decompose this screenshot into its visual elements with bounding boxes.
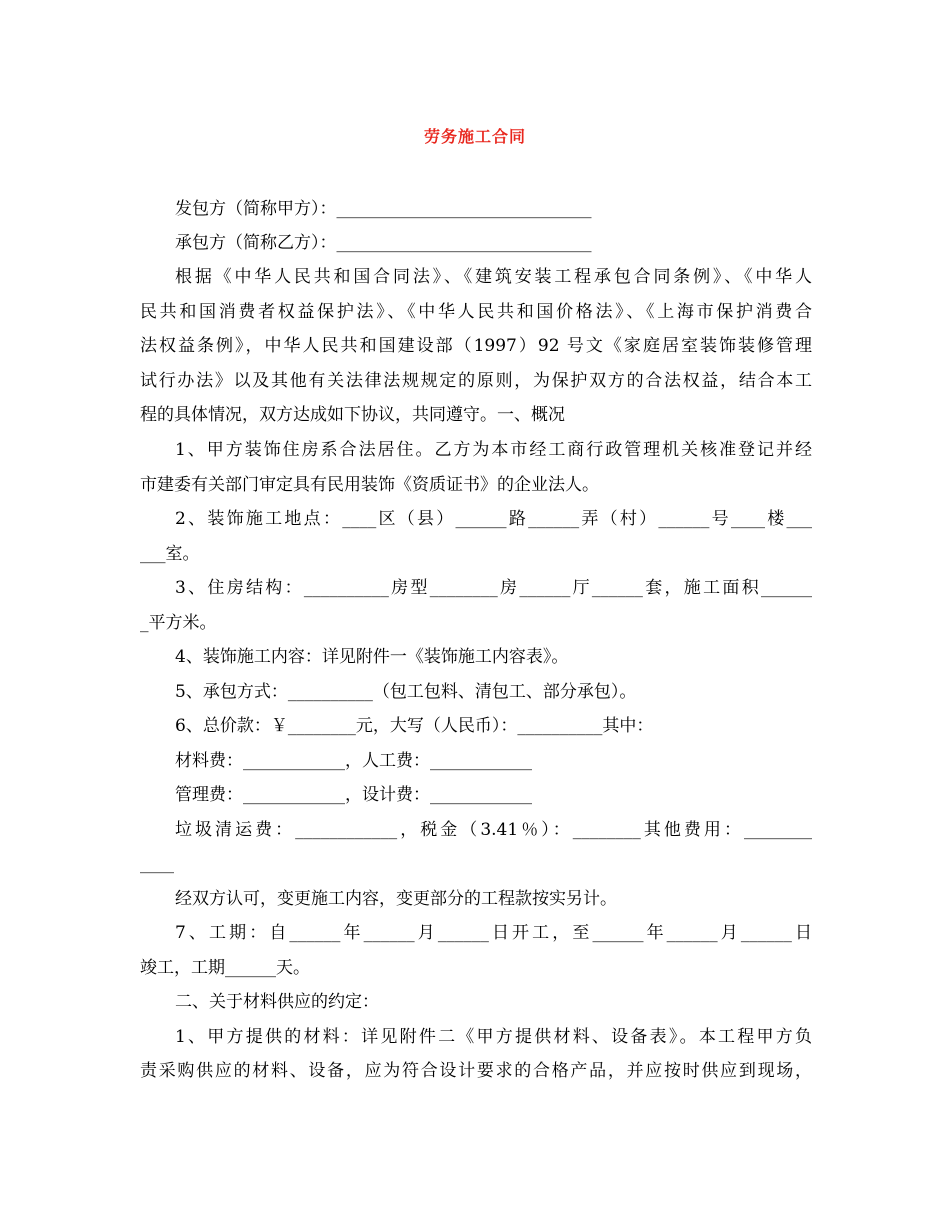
preamble-line: 程的具体情况，双方达成如下协议，共同遵守。一、概况: [140, 405, 565, 425]
party-a-line: 发包方（简称甲方）：______________________________: [175, 199, 592, 219]
preamble-line: 民共和国消费者权益保护法》、《中华人民共和国价格法》、《上海市保护消费合: [140, 302, 812, 322]
party-b-line: 承包方（简称乙方）：______________________________: [175, 233, 592, 253]
preamble-line: 法权益条例》，中华人民共和国建设部（1997）92 号文《家庭居室装饰装修管理: [140, 336, 812, 356]
material-clause-line: 1、甲方提供的材料：详见附件二《甲方提供材料、设备表》。本工程甲方负: [175, 1027, 812, 1047]
fee-line: 材料费：____________，人工费：____________: [175, 751, 532, 771]
document-title: 劳务施工合同: [423, 127, 526, 146]
clause-7-line: 竣工，工期______天。: [140, 958, 310, 978]
change-note-line: 经双方认可，变更施工内容，变更部分的工程款按实另计。: [175, 889, 617, 909]
section-2-heading: 二、关于材料供应的约定：: [175, 992, 379, 1012]
fee-line: 管理费：____________，设计费：____________: [175, 785, 532, 805]
clause-6-line: 6、总价款：￥________元，大写（人民币）：__________其中：: [175, 716, 654, 736]
fee-line: 垃圾清运费：____________，税金（3.41％）：________其他费用：________: [175, 820, 812, 840]
clause-4-line: 4、装饰施工内容：详见附件一《装饰施工内容表》。: [175, 647, 569, 667]
fee-line: ____: [140, 854, 174, 874]
clause-3-line: _平方米。: [140, 613, 217, 633]
clause-5-line: 5、承包方式：__________（包工包料、清包工、部分承包）。: [175, 682, 637, 702]
clause-2-line: ___室。: [140, 544, 200, 564]
preamble-line: 根据《中华人民共和国合同法》、《建筑安装工程承包合同条例》、《中华人: [175, 267, 812, 287]
preamble-line: 试行办法》以及其他有关法律法规规定的原则，为保护双方的合法权益，结合本工: [140, 371, 812, 391]
clause-2-line: 2、装饰施工地点：____区（县）______路______弄（村）______号____楼___: [175, 509, 812, 529]
clause-1-line: 1、甲方装饰住房系合法居住。乙方为本市经工商行政管理机关核准登记并经: [175, 440, 812, 460]
clause-1-line: 市建委有关部门审定具有民用装饰《资质证书》的企业法人。: [140, 475, 599, 495]
clause-7-line: 7、工期：自______年______月______日开工，至______年______月______日: [175, 923, 812, 943]
clause-3-line: 3、住房结构：__________房型________房______厅______套，施工面积______: [175, 578, 812, 598]
material-clause-line: 责采购供应的材料、设备，应为符合设计要求的合格产品，并应按时供应到现场，: [140, 1061, 812, 1081]
